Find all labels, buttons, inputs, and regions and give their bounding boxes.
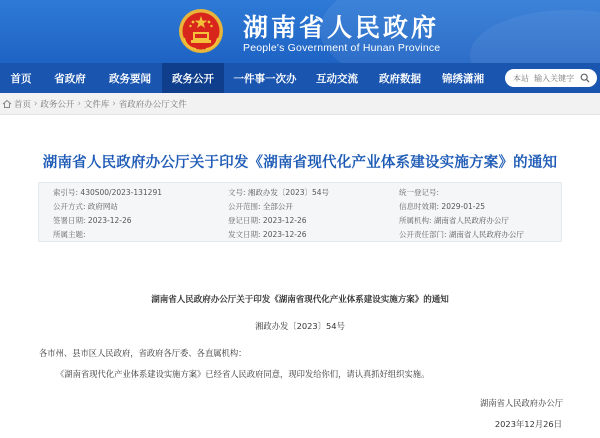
breadcrumb-separator: ›: [77, 98, 81, 109]
meta-label: 统一登记号:: [399, 187, 440, 197]
nav-item-hunan-scenery[interactable]: 锦绣潇湘: [442, 72, 484, 85]
site-title[interactable]: 湖南省人民政府: [243, 13, 440, 42]
breadcrumb-home[interactable]: 首页: [14, 99, 32, 110]
nav-item-open-gov[interactable]: 政务公开: [162, 63, 224, 93]
meta-label: 文号:: [228, 187, 246, 197]
nav-item-interaction[interactable]: 互动交流: [316, 72, 358, 85]
document-addressee: 各市州、县市区人民政府，省政府各厅委、各直属机构：: [39, 348, 247, 358]
meta-value: 2023-12-26: [262, 215, 307, 225]
page-title: 湖南省人民政府办公厅关于印发《湖南省现代化产业体系建设实施方案》的通知: [42, 155, 558, 171]
meta-label: 所属机构:: [399, 215, 432, 225]
meta-label: 所属主题:: [53, 229, 86, 239]
meta-label: 索引号:: [53, 187, 79, 197]
meta-value: 2023-12-26: [87, 215, 132, 225]
meta-value: 全部公开: [262, 201, 293, 211]
document-inner-title: 湖南省人民政府办公厅关于印发《湖南省现代化产业体系建设实施方案》的通知: [151, 295, 449, 305]
meta-label: 信息时效期:: [399, 201, 440, 211]
breadcrumb-separator: ›: [34, 98, 38, 109]
meta-label: 公开责任部门:: [399, 229, 447, 239]
meta-value: 2029-01-25: [441, 201, 486, 211]
nav-item-provincial-gov[interactable]: 省政府: [54, 72, 86, 85]
breadcrumb-open-gov[interactable]: 政务公开: [40, 99, 75, 110]
document-number: 湘政办发〔2023〕54号: [255, 321, 345, 331]
breadcrumb-doc-library[interactable]: 文件库: [83, 99, 110, 110]
nav-item-one-stop[interactable]: 一件事一次办: [233, 72, 297, 85]
meta-label: 公开方式:: [53, 201, 86, 211]
meta-value: 2023-12-26: [262, 229, 307, 239]
breadcrumb-separator: ›: [112, 98, 116, 109]
document-signature: 湖南省人民政府办公厅: [480, 398, 563, 408]
meta-label: 签署日期:: [53, 215, 86, 225]
meta-label: 登记日期:: [228, 215, 261, 225]
meta-value: 湖南省人民政府办公厅: [448, 229, 524, 239]
document-date: 2023年12月26日: [494, 419, 562, 429]
site-subtitle: People's Government of Hunan Province: [243, 42, 441, 54]
nav-item-home[interactable]: 首页: [10, 72, 32, 85]
breadcrumb-office-docs[interactable]: 省政府办公厅文件: [118, 99, 187, 110]
nav-item-news[interactable]: 政务要闻: [109, 72, 151, 85]
meta-label: 公开范围:: [228, 201, 261, 211]
meta-label: 发文日期:: [228, 229, 261, 239]
meta-value: 湖南省人民政府办公厅: [433, 215, 509, 225]
nav-item-gov-data[interactable]: 政府数据: [379, 72, 421, 85]
meta-value: 政府网站: [87, 201, 118, 211]
meta-value: 430S00/2023-131291: [80, 187, 162, 197]
meta-value: 湘政办发〔2023〕54号: [247, 187, 330, 197]
document-paragraph: 《湖南省现代化产业体系建设实施方案》已经省人民政府同意，现印发给你们，请认真抓好组织实施。: [56, 369, 430, 379]
